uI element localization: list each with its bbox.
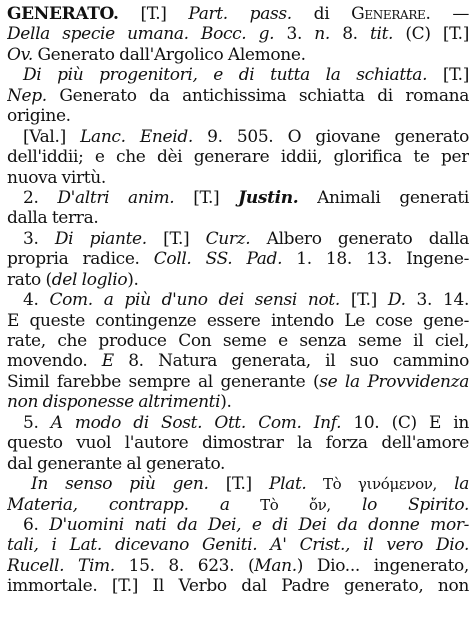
text-line — [7, 413, 469, 433]
text-segment: dal generante al generato. — [7, 453, 226, 474]
text-segment: 8. Natura generata, il suo cammino — [113, 351, 469, 372]
text-segment: Di piante. — [54, 228, 147, 249]
text-line — [7, 229, 469, 249]
text-segment — [331, 495, 362, 515]
text-segment: Rucell. Tim. — [7, 555, 115, 576]
text-segment: lo Spirito. — [361, 494, 469, 515]
text-segment: Curz. — [205, 228, 251, 249]
text-segment: 3. — [274, 24, 315, 45]
text-segment: 10. (C) E in — [341, 412, 469, 433]
text-segment: In senso più gen. — [31, 474, 209, 495]
text-line — [7, 311, 469, 331]
text-line — [7, 86, 469, 106]
text-line — [7, 249, 469, 269]
text-line — [7, 188, 469, 208]
text-line — [7, 4, 469, 24]
text-segment: [T.] — [174, 187, 239, 208]
text-segment — [437, 474, 454, 494]
text-segment: movendo. — [7, 351, 102, 372]
text-segment: Part. pass. — [188, 4, 292, 24]
text-segment: Della specie umana. Bocc. g. — [7, 24, 275, 45]
text-line — [7, 392, 469, 412]
text-segment: 1. 18. 13. Ingene- — [282, 249, 469, 270]
text-segment: [T.] — [339, 290, 388, 311]
text-segment: 5. — [23, 412, 51, 433]
text-segment: 8. — [329, 24, 370, 45]
text-segment: . — — [425, 4, 469, 24]
text-segment: Τὸ γινόμενον, — [306, 475, 437, 494]
text-segment: 3. — [23, 228, 55, 249]
text-line — [7, 270, 469, 290]
text-segment: [T.] — [427, 65, 469, 86]
text-segment: questo vuol l'autore dimostrar la forza dell'amore — [7, 433, 469, 454]
text-segment: A modo di Sost. Ott. Com. Inf. — [50, 412, 342, 433]
text-segment: Plat. — [268, 474, 307, 495]
text-segment: D'altri anim. — [57, 187, 175, 208]
text-segment: 4. — [23, 290, 50, 311]
text-line — [7, 556, 469, 576]
text-segment: Nep. — [7, 85, 47, 106]
text-segment: D'uomini nati da Dei, e di Dei da donne mor- — [49, 514, 469, 535]
text-segment: dell'iddii; e che dèi generare iddii, glorifica te per — [7, 147, 469, 168]
text-segment: rato ( — [7, 269, 52, 290]
text-line — [7, 24, 469, 44]
text-segment: 9. 505. O giovane generato — [192, 126, 469, 147]
text-line — [7, 433, 469, 453]
text-segment: Materia, contrapp. a — [7, 494, 230, 515]
text-line — [7, 147, 469, 167]
text-segment: Generato dall'Argolico Alemone. — [32, 44, 306, 65]
text-segment: Man. — [254, 555, 297, 576]
text-segment: Simil farebbe sempre al generante ( — [7, 371, 320, 392]
text-line — [7, 515, 469, 535]
text-line — [7, 351, 469, 371]
text-line — [7, 535, 469, 555]
text-line — [7, 106, 469, 126]
text-segment: [Val.] — [23, 126, 81, 147]
text-segment: Ov. — [7, 44, 33, 65]
text-segment: Animali generati — [298, 187, 469, 208]
dictionary-entry-generato — [7, 4, 469, 597]
text-segment: n. — [314, 24, 330, 45]
text-segment: non disponesse altrimenti — [7, 392, 221, 413]
text-segment: Coll. SS. Pad. — [153, 249, 283, 270]
text-segment: Com. a più d'uno dei sensi not. — [49, 290, 340, 311]
text-segment: 3. 14. — [405, 290, 469, 311]
text-segment: D. — [387, 290, 406, 311]
text-line — [7, 454, 469, 474]
text-line — [7, 372, 469, 392]
text-segment: Τὸ ὄν, — [229, 495, 331, 514]
text-line — [7, 127, 469, 147]
text-segment: Albero generato dalla — [250, 228, 469, 249]
text-segment: Lanc. Eneid. — [80, 126, 193, 147]
text-segment: [T.] — [146, 228, 206, 249]
text-line — [7, 45, 469, 65]
text-segment: ). — [127, 269, 139, 290]
text-segment: origine. — [7, 106, 71, 127]
text-segment: propria radice. — [7, 249, 154, 270]
text-segment: E queste contingenze essere intendo Le cose gene- — [7, 310, 469, 331]
text-segment: dalla terra. — [7, 208, 99, 229]
text-line — [7, 65, 469, 85]
text-line — [7, 495, 469, 515]
text-segment: immortale. [T.] Il Verbo dal Padre generato, non — [7, 576, 469, 597]
text-segment: rate, che produce Con seme e senza seme il ciel, — [7, 331, 469, 351]
text-segment: ) Dio... ingenerato, — [296, 555, 469, 576]
text-segment: E — [101, 351, 114, 372]
text-segment: Justin. — [238, 187, 299, 208]
text-segment: Generato da antichissima schiatta di romana — [46, 85, 469, 106]
text-segment: ). — [220, 392, 232, 413]
text-line — [7, 208, 469, 228]
text-segment: di — [291, 4, 352, 24]
text-segment: (C) [T.] — [393, 24, 469, 45]
text-segment: del loglio — [51, 269, 128, 290]
text-segment: [T.] — [208, 474, 269, 495]
text-segment: la — [454, 474, 469, 495]
text-segment: 2. — [23, 187, 58, 208]
text-segment: 6. — [23, 514, 50, 535]
text-line — [7, 331, 469, 351]
text-segment: 15. 8. 623. ( — [114, 555, 255, 576]
text-segment: tit. — [370, 24, 394, 45]
text-segment: nuova virtù. — [7, 167, 106, 188]
text-segment: [T.] — [118, 4, 189, 24]
text-segment: Generare — [351, 4, 426, 24]
text-line — [7, 168, 469, 188]
text-segment: Di più progenitori, e di tutta la schiatta. — [23, 65, 428, 86]
text-line — [7, 290, 469, 310]
text-line — [7, 474, 469, 494]
text-segment: tali, i Lat. dicevano Geniti. A' Crist., il vero Dio. — [7, 535, 469, 556]
text-segment: se la Provvidenza — [319, 371, 469, 392]
headword: GENERATO. — [7, 4, 119, 24]
text-line — [7, 576, 469, 596]
